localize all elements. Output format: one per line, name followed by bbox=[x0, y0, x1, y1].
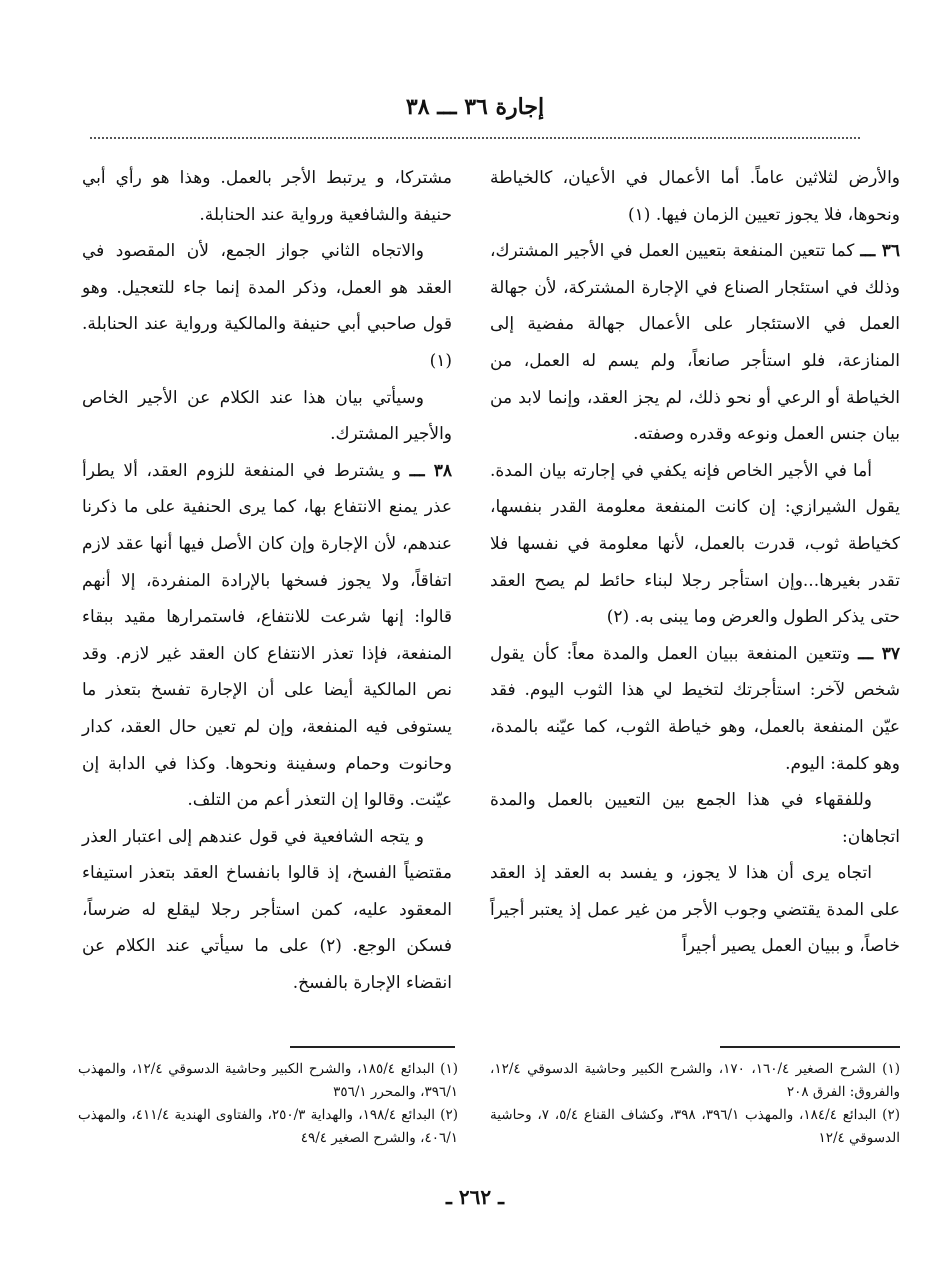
header-divider bbox=[90, 137, 860, 139]
paragraph: مشتركا، و يرتبط الأجر بالعمل. وهذا هو رأي أبي حنيفة والشافعية ورواية عند الحنابلة. bbox=[82, 168, 452, 225]
footnote: (١) البدائع ١٨٥/٤، والشرح الكبير وحاشية الدسوقي ١٢/٤، والمهذب ٣٩٦/١، والمحرر ٣٥٦/١ bbox=[78, 1061, 458, 1100]
paragraph-text: وتتعين المنفعة ببيان العمل والمدة معاً: كأن يقول شخص لآخر: استأجرتك لتخيط لي هذا الثوب اليوم. فقد عيّن المنفعة بالعمل، وهو خياطة الثوب، كما عيّنه بالمدة، وهو كلمة: اليوم. bbox=[490, 643, 900, 774]
paragraph: وللفقهاء في هذا الجمع بين التعيين بالعمل والمدة اتجاهان: bbox=[490, 790, 900, 847]
footnotes-left bbox=[78, 1058, 458, 1150]
section-number: ٣٦ ـــ bbox=[860, 241, 900, 262]
footnote: (٢) البدائع ١٨٤/٤، والمهذب ٣٩٦/١، ٣٩٨، وكشاف القناع ٥/٤، ٧، وحاشية الدسوقي ١٢/٤ bbox=[490, 1107, 901, 1146]
footnote-divider-right bbox=[720, 1046, 900, 1048]
paragraph: اتجاه يرى أن هذا لا يجوز، و يفسد به العقد إذ العقد على المدة يقتضي وجوب الأجر من غير عمل إذ يعتبر أجيراً خاصاً، و ببيان العمل يصير أجيراً bbox=[490, 863, 900, 957]
footnotes-right bbox=[490, 1058, 900, 1150]
left-column bbox=[82, 160, 452, 1002]
paragraph-37 bbox=[490, 636, 900, 782]
paragraph-text: و يشترط في المنفعة للزوم العقد، ألا يطرأ عذر يمنع الانتفاع بها، كما يرى الحنفية على ما ذكرنا عندهم، لأن الإجارة وإن كان الأصل فيها أنها عقد لازم اتفاقاً، ولا يجوز فسخها بالإرادة المنفردة، إلا أنهم قالوا: إنها شرعت للانتفاع، فاستمرارها مقيد ببقاء المنفعة، فإذا تعذر الانتفاع كان العقد غير لازم. وقد نص المالكية أيضا على أن الإجارة تفسخ بتعذر ما يستوفى فيه المنفعة، وإن لم تعين حال العقد، كدار وحانوت وحمام وسفينة ونحوها. وكذا في الدابة إن عيّنت. وقالوا إن التعذر أعم من التلف. bbox=[82, 460, 452, 811]
footnote: (١) الشرح الصغير ١٦٠/٤، ١٧٠، والشرح الكبير وحاشية الدسوقي ١٢/٤، والفروق: الفرق ٢٠٨ bbox=[490, 1061, 900, 1100]
footnote: (٢) البدائع ١٩٨/٤، والهداية ٢٥٠/٣، والفتاوى الهندية ٤١١/٤، والمهذب ٤٠٦/١، والشرح الصغير ٤٩/٤ bbox=[78, 1107, 458, 1146]
paragraph-38 bbox=[82, 453, 452, 819]
page-number: ـ ٢٦٢ ـ bbox=[446, 1185, 504, 1209]
paragraph: و يتجه الشافعية في قول عندهم إلى اعتبار العذر مقتضياً الفسخ، إذ قالوا بانفساخ العقد بتعذر استيفاء المعقود عليه، كمن استأجر رجلا ليقلع له ضرساً، فسكن الوجع. (٢) على ما سيأتي عند الكلام عن انقضاء الإجارة بالفسخ. bbox=[82, 826, 452, 994]
section-number: ٣٧ ـــ bbox=[858, 643, 900, 664]
right-column bbox=[490, 160, 900, 965]
paragraph-36 bbox=[490, 233, 900, 453]
paragraph: وسيأتي بيان هذا عند الكلام عن الأجير الخاص والأجير المشترك. bbox=[82, 387, 452, 445]
paragraph: والاتجاه الثاني جواز الجمع، لأن المقصود في العقد هو العمل، وذكر المدة إنما جاء للتعجيل. وهو قول صاحبي أبي حنيفة والمالكية ورواية عند الحنابلة. (١) bbox=[82, 241, 452, 371]
footnote-divider-left bbox=[290, 1046, 455, 1048]
page-header: إجارة ٣٦ ـــ ٣٨ bbox=[405, 94, 545, 120]
section-number: ٣٨ ـــ bbox=[409, 460, 452, 481]
paragraph-text: كما تتعين المنفعة بتعيين العمل في الأجير المشترك، وذلك في استئجار الصناع في الإجارة المشتركة، لأن جهالة العمل في الاستئجار على الأعمال جهالة مفضية إلى المنازعة، فلو استأجر صانعاً، ولم يسم له العمل، من الخياطة أو الرعي أو نحو ذلك، لم يجز العقد، وإنما لابد من بيان جنس العمل ونوعه وقدره وصفته. bbox=[490, 241, 900, 445]
paragraph: أما في الأجير الخاص فإنه يكفي في إجارته بيان المدة. يقول الشيرازي: إن كانت المنفعة معلومة القدر بنفسها، كخياطة ثوب، قدرت بالعمل، لأنها معلومة في نفسها فلا تقدر بغيرها...وإن استأجر رجلا لبناء حائط لم يصح العقد حتى يذكر الطول والعرض وما يبنى به. (٢) bbox=[490, 460, 900, 628]
paragraph: والأرض لثلاثين عاماً. أما الأعمال في الأعيان، كالخياطة ونحوها، فلا يجوز تعيين الزمان فيها. (١) bbox=[490, 168, 900, 225]
